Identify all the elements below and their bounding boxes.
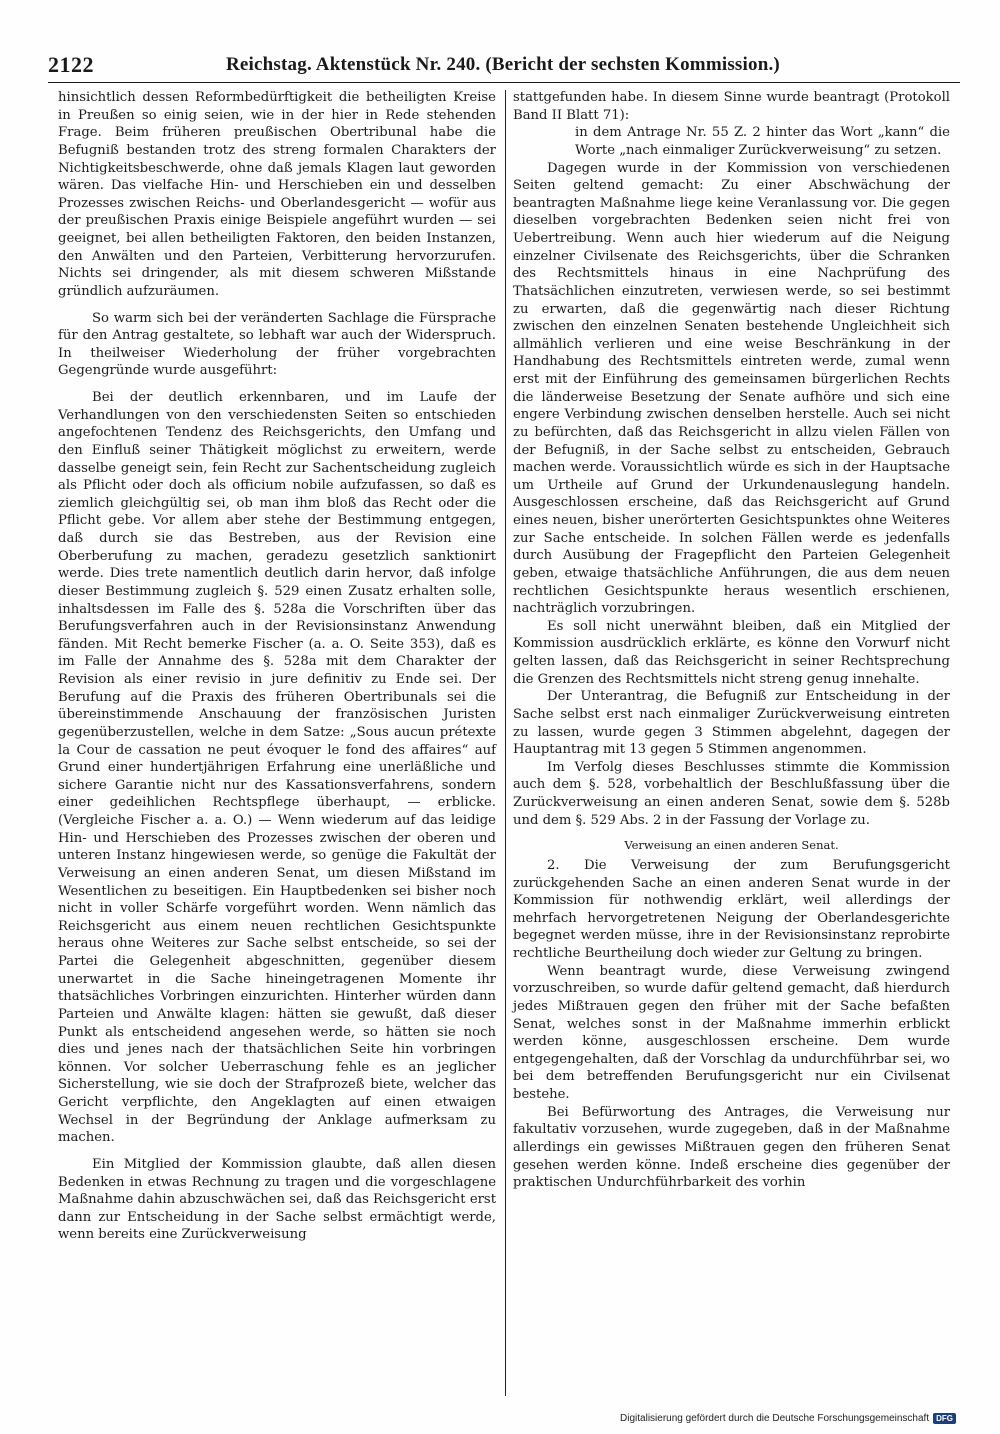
paragraph: Ein Mitglied der Kommission glaubte, daß allen diesen Bedenken in etwas Rechnung zu tragen und die vorgeschlagene Maßnahme dahin abzuschwächen sei, daß das Reichsgericht erst dann zur Entscheidung in der Sache selbst ermächtigt werde, wenn bereits eine Zurückverweisung [58, 1156, 496, 1243]
paragraph: stattgefunden habe. In diesem Sinne wurde beantragt (Protokoll Band II Blatt 71): [513, 90, 950, 123]
paragraph: hinsichtlich dessen Reformbedürftigkeit die betheiligten Kreise in Preußen so einig seien, wie in der hier in Rede stehenden Frage. Beim früheren preußischen Obertribunal habe die Befugniß bestanden trotz des streng formalen Charakters der Nichtigkeitsbeschwerde, ohne daß jemals Klagen laut geworden wären. Das vielfache Hin- und Herschieben ein und desselben Prozesses zwischen Reichs- und Oberlandesgericht — wofür aus der preußischen Praxis einige Beispiele angeführt wurden — sei geeignet, bei allen betheiligten Faktoren, den beiden Instanzen, den Anwälten und den Parteien, Verbitterung hervorzurufen. Nichts sei dringender, als mit diesem schweren Mißstande gründlich aufzuräumen. [58, 90, 496, 299]
paragraph: Wenn beantragt wurde, diese Verweisung zwingend vorzuschreiben, so wurde dafür geltend gemacht, daß hierdurch jedes Mißtrauen gegen den früher mit der Sache befaßten Senat, welches sonst in der Maßnahme immerhin erblickt werden könne, ausgeschlossen erscheine. Dem wurde entgegengehalten, daß der Vorschlag da undurchführbar sei, wo bei dem betreffenden Berufungsgericht nur ein Civilsenat bestehe. [513, 963, 950, 1102]
paragraph: in dem Antrage Nr. 55 Z. 2 hinter das Wort „kann“ die Worte „nach einmaliger Zurückverweisung“ zu setzen. [575, 125, 950, 158]
paragraph: Der Unterantrag, die Befugniß zur Entscheidung in der Sache selbst erst nach einmaliger Zurückverweisung eintreten zu lassen, wurde gegen 3 Stimmen abgelehnt, dagegen der Hauptantrag mit 13 gegen 5 Stimmen angenommen. [513, 689, 950, 758]
header-rule [48, 82, 960, 83]
paragraph: So warm sich bei der veränderten Sachlage die Fürsprache für den Antrag gestaltete, so lebhaft war auch der Widerspruch. In theilweiser Wiederholung der früher vorgebrachten Gegengründe wurde ausgeführt: [58, 310, 496, 379]
page-header [48, 52, 960, 82]
paragraph: Dagegen wurde in der Kommission von verschiedenen Seiten geltend gemacht: Zu einer Abschwächung der beantragten Maßnahme liege keine Veranlassung vor. Die gegen dieselben vorgebrachten Bedenken seien nicht frei von Uebertreibung. Wenn auch hier wiederum auf die Neigung einzelner Civilsenate des Reichsgerichts, über die Schranken des Rechtsmittels hinaus in eine Nachprüfung des Thatsächlichen einzutreten, verwiesen werde, so sei bestimmt zu erwarten, daß die gegenwärtig nach dieser Richtung zwischen den einzelnen Senaten bestehende Ungleichheit sich allmählich verlieren und eine weise Beschränkung in der Handhabung des Rechtsmittels eintreten werde, zumal wenn erst mit der Einführung des gemeinsamen bürgerlichen Rechts die länderweise Besetzung der Senate aufhöre und sich eine engere Verbindung zwischen denselben herstelle. Auch sei nicht zu befürchten, daß das Reichsgericht in allzu vielen Fällen von der Befugniß, in der Sache selbst zu entscheiden, Gebrauch machen werde. Voraussichtlich würde es sich in der Hauptsache um Urtheile auf Grund der Urkundenauslegung handeln. Ausgeschlossen erscheine, daß das Reichsgericht auf Grund eines neuen, bisher unerörterten Gesichtspunktes ohne Weiteres zur Sache entscheide. In solchen Fällen werde es jedenfalls durch Ausübung der Fragepflicht den Parteien Gelegenheit geben, etwaige thatsächliche Anführungen, die aus dem neuen rechtlichen Gesichtspunkte heraus wesentlich erschienen, nachträglich vorzubringen. [513, 160, 950, 617]
footer-credit: Digitalisierung gefördert durch die Deutsche Forschungsgemeinschaft [620, 1413, 930, 1424]
paragraph: Bei Befürwortung des Antrages, die Verweisung nur fakultativ vorzusehen, wurde zugegeben, daß in der Maßnahme allerdings ein gewisses Mißtrauen gegen den früheren Senat gesehen werden könne. Indeß erscheine dies gegenüber der praktischen Undurchführbarkeit des vorhin [513, 1104, 950, 1191]
column-divider [505, 90, 506, 1396]
paragraph: Es soll nicht unerwähnt bleiben, daß ein Mitglied der Kommission ausdrücklich erklärte, es könne den Vorwurf nicht gelten lassen, daß das Reichsgericht in seiner Rechtsprechung die Grenzen des Rechtsmittels nicht streng genug innehalte. [513, 618, 950, 687]
left-column [58, 89, 496, 1244]
running-head: Reichstag. Aktenstück Nr. 240. (Bericht der sechsten Kommission.) [226, 54, 780, 75]
footer [620, 1413, 956, 1424]
page-number: 2122 [48, 52, 94, 77]
right-column [513, 89, 950, 1192]
paragraph: Im Verfolg dieses Beschlusses stimmte die Kommission auch dem §. 528, vorbehaltlich der Beschlußfassung über die Zurückverweisung an einen anderen Senat, sowie dem §. 528b und dem §. 529 Abs. 2 in der Fassung der Vorlage zu. [513, 759, 950, 828]
paragraph: Bei der deutlich erkennbaren, und im Laufe der Verhandlungen von den verschiedensten Seiten so entschieden angefochtenen Tendenz des Reichsgerichts, den Umfang und den Einfluß seiner Thätigkeit möglichst zu erweitern, werde dasselbe geneigt sein, fein Recht zur Sachentscheidung zugleich als Pflicht oder doch als officium nobile aufzufassen, so daß es ziemlich gleichgültig sei, ob man ihm bloß das Recht oder die Pflicht gebe. Vor allem aber stehe der Bestimmung entgegen, daß durch sie das Bestreben, aus der Revision eine Oberberufung zu machen, geradezu gesetzlich sanktionirt werde. Dies trete namentlich deutlich darin hervor, daß infolge dieser Bestimmung zugleich §. 529 einen Zusatz erhalten solle, inhaltsdessen im Falle des §. 528a die Vorschriften über das Berufungsverfahren auch in der Revisionsinstanz Anwendung fänden. Mit Recht bemerke Fischer (a. a. O. Seite 353), daß es im Falle der Annahme des §. 528a mit dem Charakter der Revision als einer revisio in jure definitiv zu Ende sei. Der Berufung auf die Praxis des früheren Obertribunals sei die übereinstimmende Anschauung der französischen Juristen gegenüberzustellen, welche in dem Satze: „Sous aucun prétexte la Cour de cassation ne peut évoquer le fond des affaires“ auf Grund einer hundertjährigen Erfahrung eine unerläßliche und sichere Garantie nicht nur des Kassationsverfahrens, sondern einer gedeihlichen Rechtspflege überhaupt, — erblicke. (Vergleiche Fischer a. a. O.) — Wenn wiederum auf das leidige Hin- und Herschieben des Prozesses zwischen der oberen und unteren Instanz hingewiesen werde, so genüge die Fakultät der Verweisung an einen anderen Senat, um diesen Mißstand im Wesentlichen zu beseitigen. Ein Hauptbedenken sei bisher noch nicht in voller Schärfe vorgeführt worden. Wenn nämlich das Reichsgericht aus einem neuen rechtlichen Gesichtspunkte heraus ohne Weiteres zur Sache selbst entscheide, so sei der Partei die Gelegenheit abgeschnitten, gegenüber diesem unerwartet in die Sache hineingetragenen Momente ihr thatsächliches Vorbringen einzurichten. Hinterher würden dann Parteien und Anwälte klagen: hätten sie gewußt, daß dieser Punkt als entscheidend angesehen werde, so hätten sie noch dies und jenes nach der thatsächlichen Seite hin vorbringen können. Vor solcher Ueberraschung fehle es an jeglicher Sicherstellung, wie sie doch der Strafprozeß biete, welcher das Gericht verpflichte, den Angeklagten auf einen etwaigen Wechsel in der Begründung der Anklage aufmerksam zu machen. [58, 390, 496, 1146]
paragraph: 2. Die Verweisung der zum Berufungsgericht zurückgehenden Sache an einen anderen Senat wurde in der Kommission für nothwendig erklärt, weil allerdings der mehrfach hervorgetretenen Neigung der Oberlandesgerichte begegnet werden müsse, ihre in der Revisionsinstanz reprobirte rechtliche Beurtheilung doch wieder zur Geltung zu bringen. [513, 857, 950, 961]
dfg-logo: DFG [933, 1413, 956, 1424]
section-subheading: Verweisung an einen anderen Senat. [624, 838, 839, 853]
